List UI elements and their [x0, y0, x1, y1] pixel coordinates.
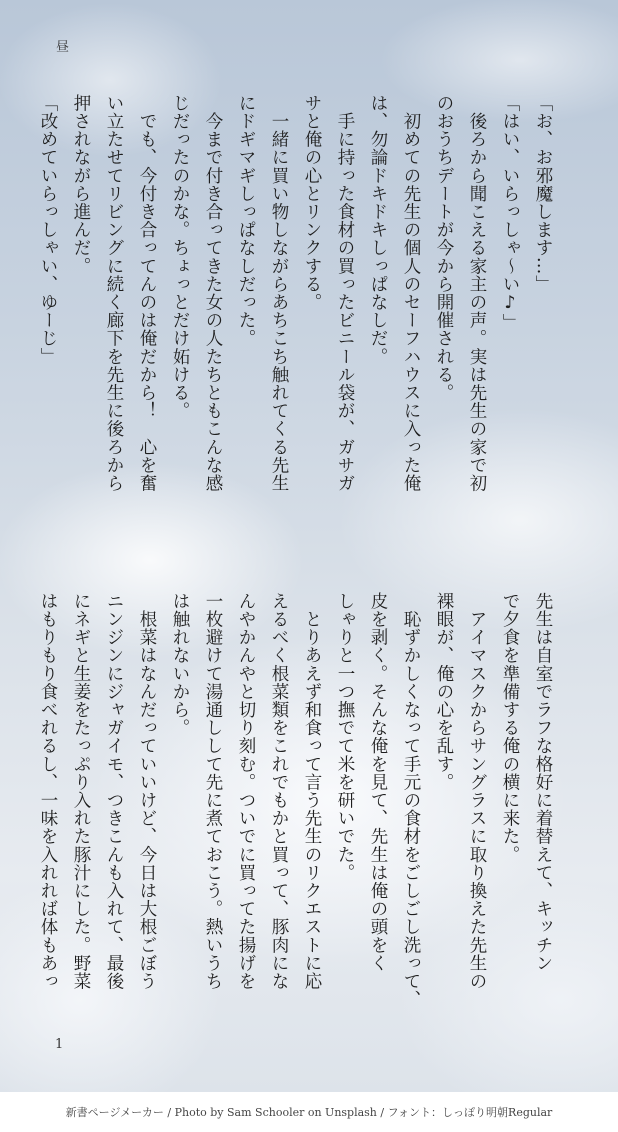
text-column-top: は、勿論ドキドキしっぱなしだ。 [368, 94, 388, 366]
section-header: 昼 [56, 40, 71, 55]
text-column-top: 「お、お邪魔します…」 [533, 94, 553, 294]
text-column-bottom: しゃりと一つ撫でて米を研いでた。 [335, 592, 355, 882]
text-column-top: 一緒に買い物しながらあちこち触れてくる先生 [269, 94, 289, 493]
text-column-bottom: 皮を剥く。そんな俺を見て、先生は俺の頭をく [368, 592, 388, 973]
text-column-bottom: アイマスクからサングラスに取り換えた先生の [467, 592, 487, 991]
text-column-top: 「改めていらっしゃい、ゆーじ」 [38, 94, 58, 366]
text-column-top: にドギマギしっぱなしだった。 [236, 94, 256, 348]
text-column-bottom: で夕食を準備する俺の横に来た。 [500, 592, 520, 864]
text-column-top: 押されながら進んだ。 [71, 94, 91, 275]
text-column-bottom: 根菜はなんだっていいけど、今日は大根ごぼう [137, 592, 157, 991]
text-column-top: でも、今付き合ってんのは俺だから！ 心を奮 [137, 94, 157, 493]
text-column-bottom: とりあえず和食って言う先生のリクエストに応 [302, 592, 322, 991]
text-column-top: 今まで付き合ってきた女の人たちともこんな感 [203, 94, 223, 493]
text-column-bottom: ニンジンにジャガイモ、つきこんも入れて、最後 [104, 592, 124, 991]
text-column-bottom: 裸眼が、俺の心を乱す。 [434, 592, 454, 792]
credit-footer: 新書ページメーカー / Photo by Sam Schooler on Unsplash / フォント：しっぽり明朝Regular [0, 1092, 618, 1132]
text-column-bottom: はもりもり食べれるし、一味を入れれば体もあっ [38, 592, 58, 991]
text-column-top: 「はい、いらっしゃ〜い♪」 [500, 94, 520, 332]
text-column-bottom: んやかんやと切り刻む。ついでに買ってた揚げを [236, 592, 256, 991]
text-column-bottom: 先生は自室でラフな格好に着替えて、キッチン [533, 592, 553, 973]
text-column-bottom: えるべく根菜類をこれでもかと買って、豚肉にな [269, 592, 289, 991]
text-column-bottom: は触れないから。 [170, 592, 190, 737]
text-column-bottom: 一枚避けて湯通しして先に煮ておこう。熱いうち [203, 592, 223, 991]
text-column-top: のおうちデートが今から開催される。 [434, 94, 454, 402]
text-column-top: じだったのかな。ちょっとだけ妬ける。 [170, 94, 190, 420]
text-column-top: い立たせてリビングに続く廊下を先生に後ろから [104, 94, 124, 493]
text-column-bottom: 恥ずかしくなって手元の食材をごしごし洗って、 [401, 592, 421, 1009]
page-number: 1 [55, 1037, 64, 1052]
text-column-top: 手に持った食材の買ったビニール袋が、ガサガ [335, 94, 355, 493]
text-column-top: 初めての先生の個人のセーフハウスに入った俺 [401, 94, 421, 493]
text-column-top: サと俺の心とリンクする。 [302, 94, 322, 312]
text-column-bottom: にネギと生姜をたっぷり入れた豚汁にした。野菜 [71, 592, 91, 991]
text-column-top: 後ろから聞こえる家主の声。実は先生の家で初 [467, 94, 487, 493]
